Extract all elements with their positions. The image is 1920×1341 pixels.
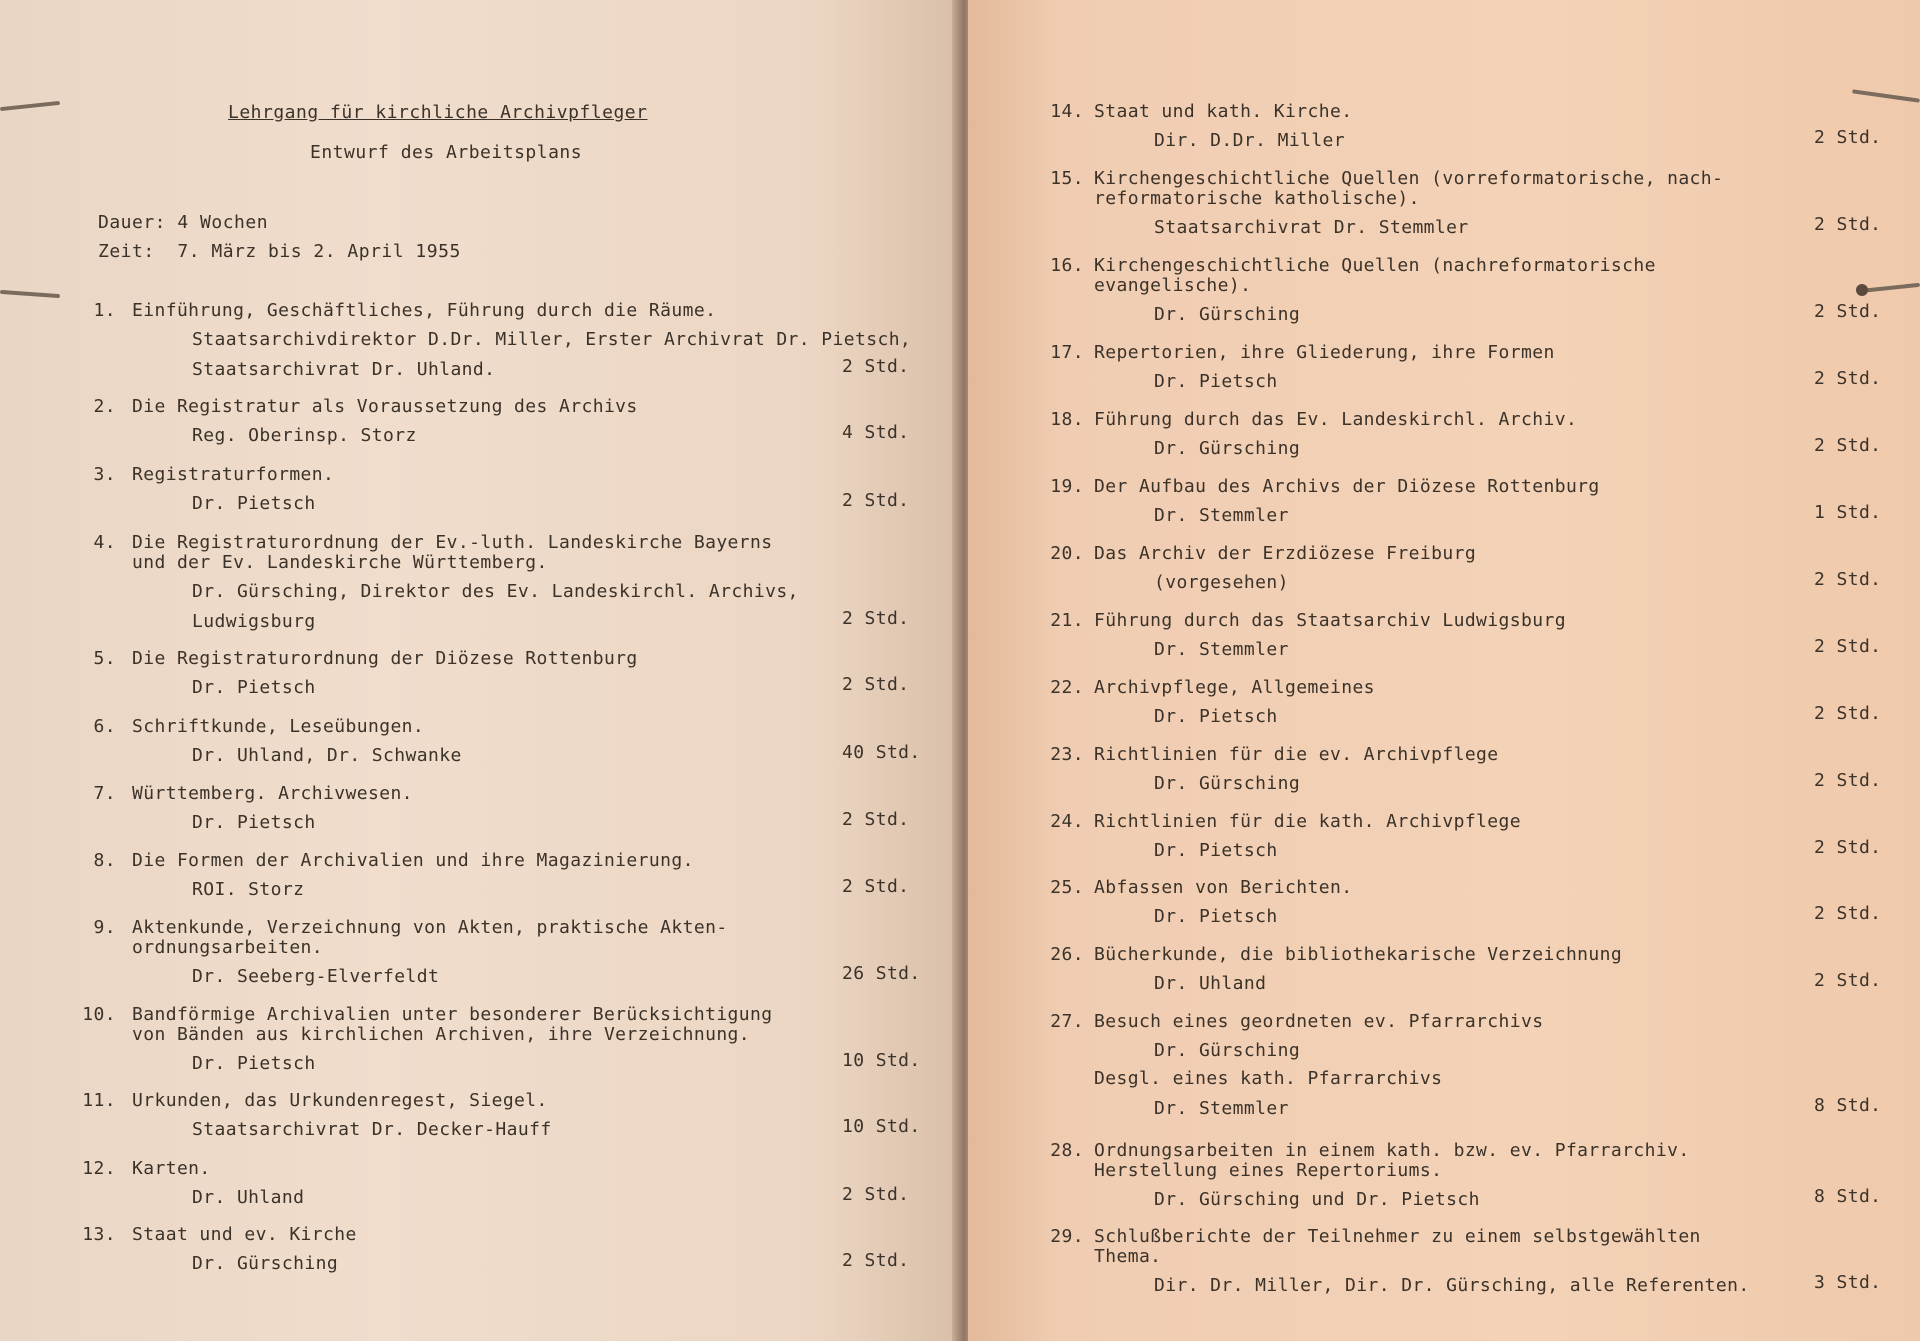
item-topic: Das Archiv der Erzdiözese Freiburg (1094, 543, 1477, 564)
item-number: 1. (93, 300, 116, 321)
item-topic: Schlußberichte der Teilnehmer zu einem selbstgewählten (1094, 1226, 1701, 1247)
item-hours: 10 Std. (842, 1050, 921, 1071)
item-number: 24. (1050, 811, 1084, 832)
item-speaker: Dr. Pietsch (192, 493, 316, 514)
item-speaker: Reg. Oberinsp. Storz (192, 425, 417, 446)
item-speaker: Dr. Seeberg-Elverfeldt (192, 966, 440, 987)
duration-line: Dauer: 4 Wochen (98, 212, 269, 233)
item-topic: Kirchengeschichtliche Quellen (nachreformatorische (1094, 255, 1656, 276)
item-number: 4. (93, 532, 116, 553)
item-speaker: Dir. D.Dr. Miller (1154, 130, 1346, 151)
item-hours: 8 Std. (1814, 1186, 1882, 1207)
document-title: Lehrgang für kirchliche Archivpfleger (228, 102, 648, 123)
item-topic: evangelische). (1094, 275, 1252, 296)
item-number: 25. (1050, 877, 1084, 898)
item-number: 6. (93, 716, 116, 737)
item-hours: 2 Std. (1814, 636, 1882, 657)
item-number: 20. (1050, 543, 1084, 564)
item-number: 17. (1050, 342, 1084, 363)
item-number: 26. (1050, 944, 1084, 965)
item-speaker: Dr. Gürsching, Direktor des Ev. Landeskirchl. Archivs, (192, 581, 799, 602)
item-hours: 2 Std. (842, 490, 910, 511)
item-topic: Staat und kath. Kirche. (1094, 101, 1353, 122)
item-number: 10. (82, 1004, 116, 1025)
binding-hole (1856, 284, 1868, 296)
item-topic: Württemberg. Archivwesen. (132, 783, 413, 804)
item-speaker: Dr. Pietsch (1154, 706, 1278, 727)
item-topic: Karten. (132, 1158, 211, 1179)
item-number: 3. (93, 464, 116, 485)
item-speaker: Ludwigsburg (192, 611, 316, 632)
item-number: 23. (1050, 744, 1084, 765)
item-number: 28. (1050, 1140, 1084, 1161)
item-topic: Die Registratur als Voraussetzung des Archivs (132, 396, 638, 417)
item-hours: 2 Std. (1814, 435, 1882, 456)
item-speaker: Dr. Pietsch (1154, 906, 1278, 927)
item-hours: 2 Std. (842, 1184, 910, 1205)
item-topic: Führung durch das Staatsarchiv Ludwigsburg (1094, 610, 1566, 631)
item-topic: Einführung, Geschäftliches, Führung durch die Räume. (132, 300, 717, 321)
item-speaker: Staatsarchivdirektor D.Dr. Miller, Erster Archivrat Dr. Pietsch, (192, 329, 912, 350)
item-number: 7. (93, 783, 116, 804)
item-hours: 8 Std. (1814, 1095, 1882, 1116)
item-number: 14. (1050, 101, 1084, 122)
item-topic: Bandförmige Archivalien unter besonderer Berücksichtigung (132, 1004, 773, 1025)
item-speaker: Dr. Gürsching (1154, 304, 1301, 325)
item-hours: 2 Std. (842, 356, 910, 377)
item-number: 19. (1050, 476, 1084, 497)
item-speaker: Staatsarchivrat Dr. Decker-Hauff (192, 1119, 552, 1140)
item-speaker: Dr. Uhland (192, 1187, 305, 1208)
item-topic: Herstellung eines Repertoriums. (1094, 1160, 1443, 1181)
item-hours: 2 Std. (842, 1250, 910, 1271)
item-topic: Archivpflege, Allgemeines (1094, 677, 1375, 698)
item-topic: Registraturformen. (132, 464, 335, 485)
item-hours: 3 Std. (1814, 1272, 1882, 1293)
item-speaker: Dr. Gürsching (1154, 438, 1301, 459)
item-speaker: Staatsarchivrat Dr. Stemmler (1154, 217, 1469, 238)
item-speaker: Dr. Pietsch (192, 1053, 316, 1074)
item-speaker: ROI. Storz (192, 879, 305, 900)
item-number: 13. (82, 1224, 116, 1245)
item-topic: reformatorische katholische). (1094, 188, 1420, 209)
item-hours: 2 Std. (842, 674, 910, 695)
item-hours: 2 Std. (1814, 368, 1882, 389)
item-hours: 2 Std. (1814, 214, 1882, 235)
item-topic: Der Aufbau des Archivs der Diözese Rottenburg (1094, 476, 1600, 497)
item-speaker: Dr. Uhland, Dr. Schwanke (192, 745, 462, 766)
document-subtitle: Entwurf des Arbeitsplans (310, 142, 583, 163)
item-number: 22. (1050, 677, 1084, 698)
item-number: 5. (93, 648, 116, 669)
item-topic: Die Registraturordnung der Diözese Rottenburg (132, 648, 638, 669)
item-hours: 2 Std. (842, 608, 910, 629)
item-number: 11. (82, 1090, 116, 1111)
time-line: Zeit: 7. März bis 2. April 1955 (98, 241, 461, 262)
item-topic: Aktenkunde, Verzeichnung von Akten, praktische Akten- (132, 917, 728, 938)
item-topic: Richtlinien für die ev. Archivpflege (1094, 744, 1499, 765)
item-number: 18. (1050, 409, 1084, 430)
item-topic: von Bänden aus kirchlichen Archiven, ihre Verzeichnung. (132, 1024, 751, 1045)
item-number: 21. (1050, 610, 1084, 631)
item-hours: 2 Std. (842, 876, 910, 897)
item-topic: ordnungsarbeiten. (132, 937, 324, 958)
item-topic: Führung durch das Ev. Landeskirchl. Archiv. (1094, 409, 1578, 430)
item-speaker: Dr. Stemmler (1154, 505, 1289, 526)
item-speaker: Dr. Stemmler (1154, 1098, 1289, 1119)
item-speaker: Dr. Uhland (1154, 973, 1267, 994)
item-hours: 1 Std. (1814, 502, 1882, 523)
item-topic: Die Registraturordnung der Ev.-luth. Landeskirche Bayerns (132, 532, 773, 553)
item-topic: Bücherkunde, die bibliothekarische Verzeichnung (1094, 944, 1623, 965)
item-topic: Desgl. eines kath. Pfarrarchivs (1094, 1068, 1443, 1089)
item-speaker: (vorgesehen) (1154, 572, 1289, 593)
item-hours: 2 Std. (1814, 301, 1882, 322)
item-hours: 2 Std. (1814, 569, 1882, 590)
item-hours: 2 Std. (1814, 970, 1882, 991)
item-topic: Richtlinien für die kath. Archivpflege (1094, 811, 1522, 832)
item-number: 8. (93, 850, 116, 871)
item-speaker: Dr. Gürsching und Dr. Pietsch (1154, 1189, 1480, 1210)
item-topic: Ordnungsarbeiten in einem kath. bzw. ev. Pfarrarchiv. (1094, 1140, 1690, 1161)
item-speaker: Dr. Gürsching (1154, 773, 1301, 794)
item-topic: Besuch eines geordneten ev. Pfarrarchivs (1094, 1011, 1544, 1032)
item-hours: 26 Std. (842, 963, 921, 984)
item-hours: 4 Std. (842, 422, 910, 443)
item-speaker: Staatsarchivrat Dr. Uhland. (192, 359, 496, 380)
item-number: 12. (82, 1158, 116, 1179)
item-speaker: Dr. Gürsching (1154, 1040, 1301, 1061)
item-topic: Schriftkunde, Leseübungen. (132, 716, 425, 737)
item-number: 27. (1050, 1011, 1084, 1032)
item-hours: 10 Std. (842, 1116, 921, 1137)
item-number: 9. (93, 917, 116, 938)
right-page (968, 0, 1920, 1341)
item-topic: Kirchengeschichtliche Quellen (vorreformatorische, nach- (1094, 168, 1724, 189)
item-topic: und der Ev. Landeskirche Württemberg. (132, 552, 548, 573)
item-number: 15. (1050, 168, 1084, 189)
item-topic: Thema. (1094, 1246, 1162, 1267)
item-hours: 2 Std. (1814, 127, 1882, 148)
item-hours: 40 Std. (842, 742, 921, 763)
item-speaker: Dr. Pietsch (1154, 840, 1278, 861)
item-speaker: Dr. Pietsch (1154, 371, 1278, 392)
item-hours: 2 Std. (1814, 837, 1882, 858)
item-hours: 2 Std. (1814, 903, 1882, 924)
item-topic: Urkunden, das Urkundenregest, Siegel. (132, 1090, 548, 1111)
item-hours: 2 Std. (1814, 770, 1882, 791)
item-speaker: Dr. Gürsching (192, 1253, 339, 1274)
item-speaker: Dr. Pietsch (192, 812, 316, 833)
item-number: 16. (1050, 255, 1084, 276)
item-speaker: Dr. Stemmler (1154, 639, 1289, 660)
item-topic: Repertorien, ihre Gliederung, ihre Formen (1094, 342, 1555, 363)
item-speaker: Dr. Pietsch (192, 677, 316, 698)
item-topic: Die Formen der Archivalien und ihre Magazinierung. (132, 850, 694, 871)
item-hours: 2 Std. (842, 809, 910, 830)
item-topic: Abfassen von Berichten. (1094, 877, 1353, 898)
item-speaker: Dir. Dr. Miller, Dir. Dr. Gürsching, alle Referenten. (1154, 1275, 1750, 1296)
item-hours: 2 Std. (1814, 703, 1882, 724)
item-number: 29. (1050, 1226, 1084, 1247)
item-topic: Staat und ev. Kirche (132, 1224, 357, 1245)
item-number: 2. (93, 396, 116, 417)
